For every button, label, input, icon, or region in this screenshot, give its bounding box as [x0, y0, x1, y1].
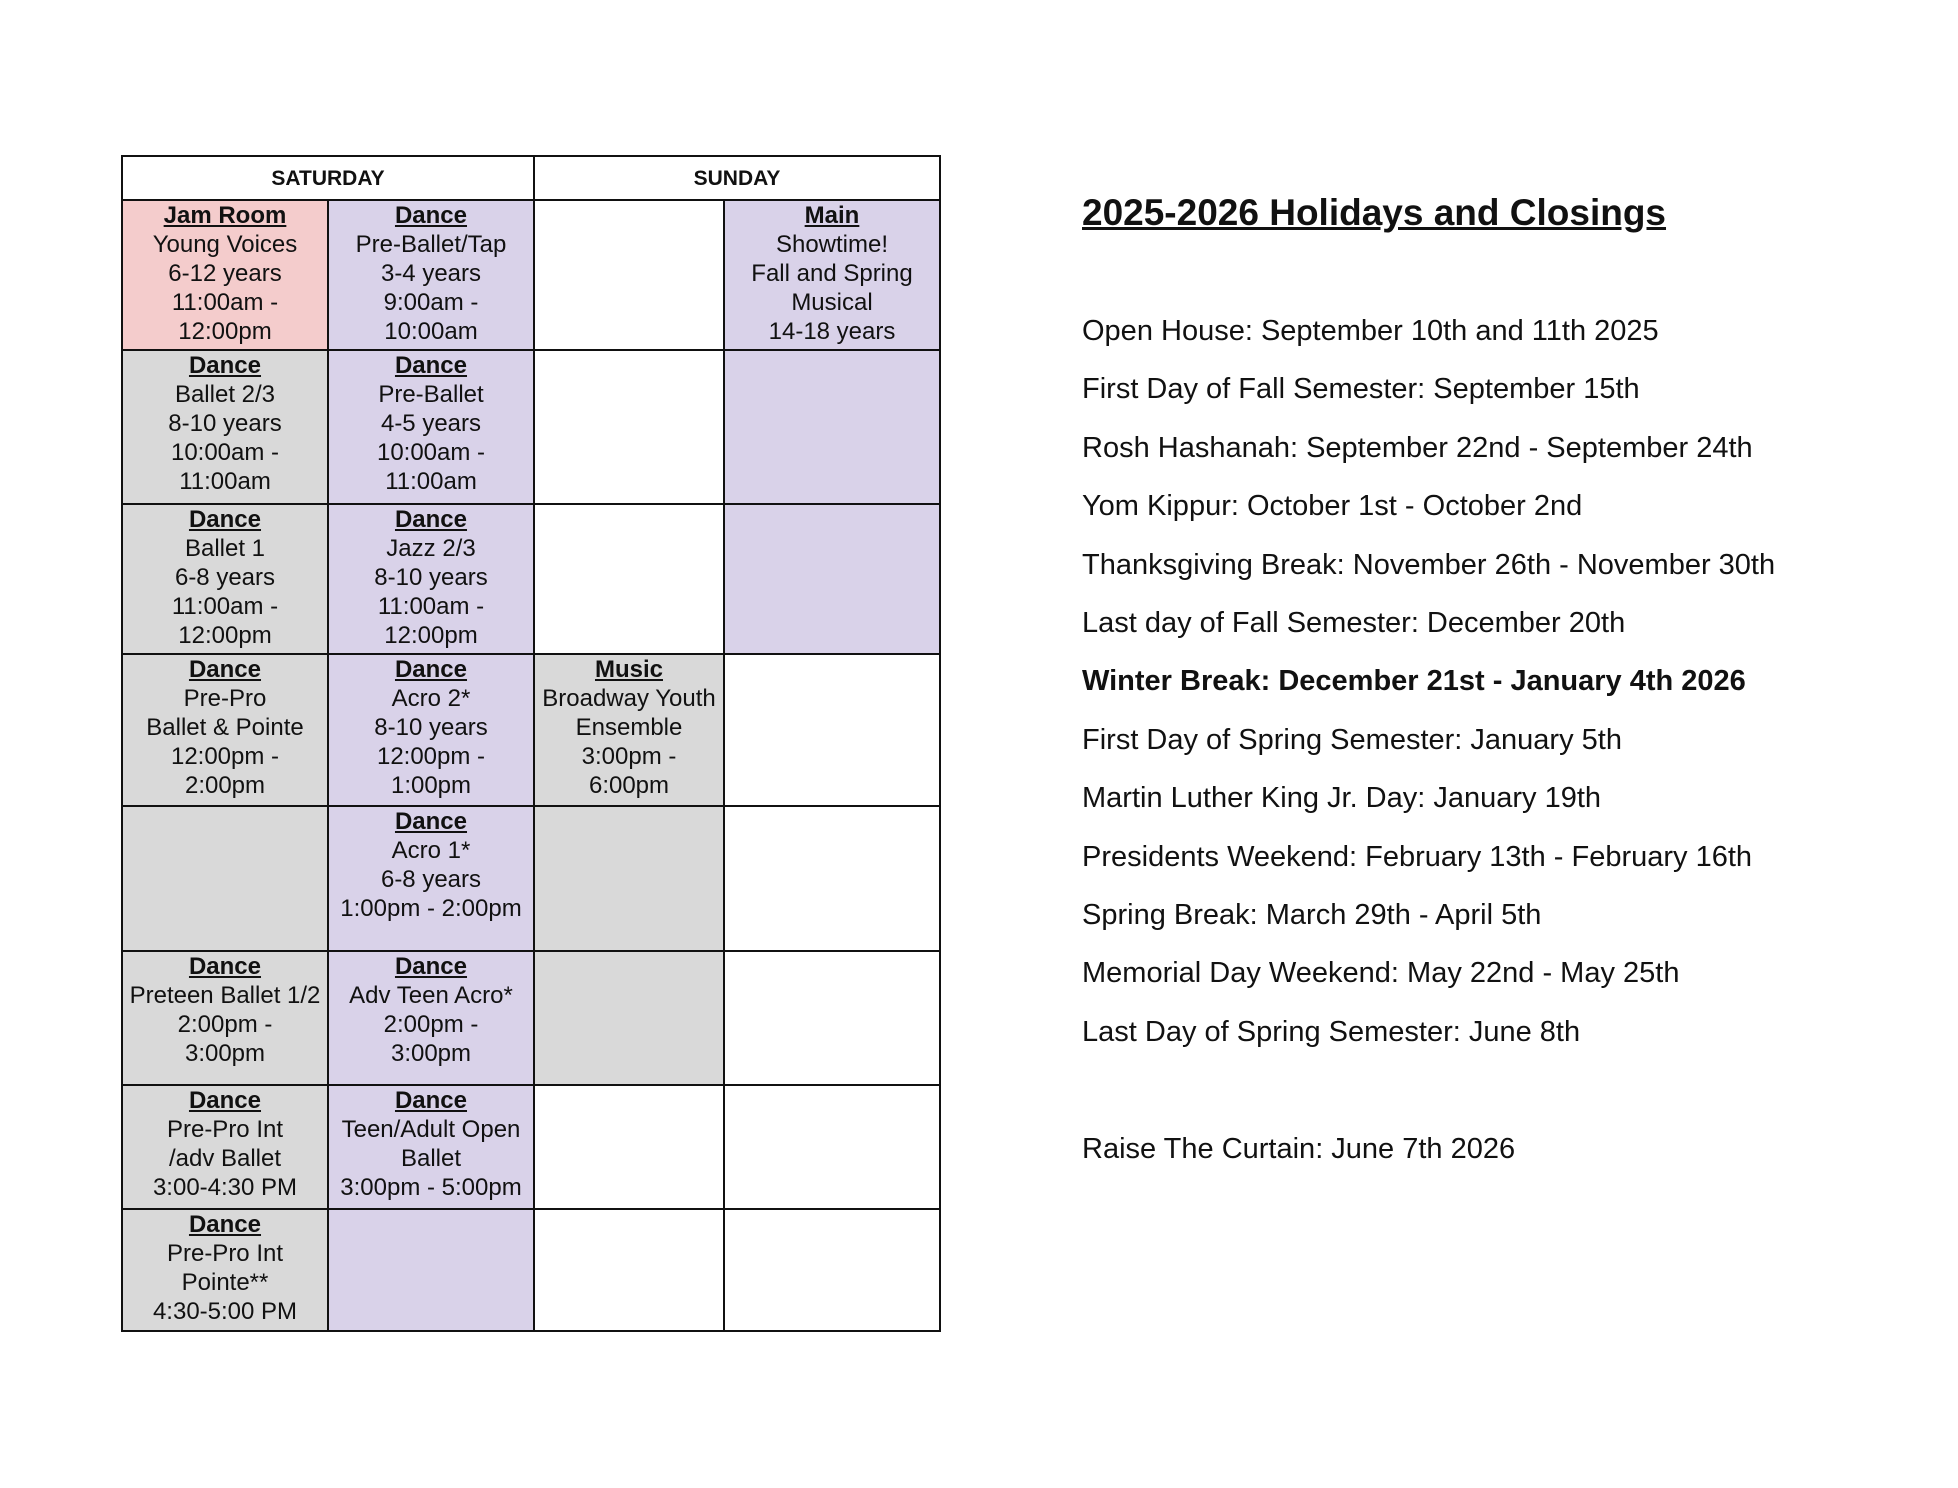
schedule-cell [122, 1085, 328, 1209]
schedule-cell [328, 504, 534, 654]
class-details: Young Voices 6-12 years 11:00am - 12:00pm [152, 231, 298, 345]
schedule-row [122, 806, 940, 951]
schedule-cell [122, 200, 328, 350]
class-category: Main [804, 202, 860, 229]
class-category: Jam Room [163, 202, 287, 229]
schedule-cell [724, 951, 940, 1085]
schedule-cell [328, 806, 534, 951]
class-details: Teen/Adult Open Ballet 3:00pm - 5:00pm [340, 1116, 522, 1201]
class-details: Adv Teen Acro* 2:00pm - 3:00pm [349, 982, 513, 1067]
holiday-item: Open House: September 10th and 11th 2025 [1082, 315, 1659, 347]
holiday-item: Spring Break: March 29th - April 5th [1082, 898, 1542, 931]
holiday-item: Presidents Weekend: February 13th - February 16th [1082, 840, 1753, 873]
class-category: Dance [188, 352, 262, 379]
class-details: Pre-Pro Int Pointe** 4:30-5:00 PM [152, 1240, 298, 1325]
class-details: Acro 1* 6-8 years 1:00pm - 2:00pm [340, 837, 522, 922]
schedule-cell [724, 654, 940, 806]
holiday-list [1082, 314, 1932, 1049]
schedule-cell [122, 806, 328, 951]
schedule-cell [724, 504, 940, 654]
holiday-item: Winter Break: December 21st - January 4th 2026 [1082, 665, 1746, 698]
schedule-cell [328, 1209, 534, 1331]
class-details: Preteen Ballet 1/2 2:00pm - 3:00pm [129, 982, 321, 1067]
class-category: Dance [394, 656, 468, 683]
schedule-cell [534, 1209, 724, 1331]
holiday-item: Martin Luther King Jr. Day: January 19th [1082, 782, 1602, 815]
schedule-cell [534, 350, 724, 504]
schedule-row [122, 1209, 940, 1331]
schedule-cell [122, 654, 328, 806]
schedule-cell [122, 1209, 328, 1331]
event-line: Raise The Curtain: June 7th 2026 [1082, 1132, 1516, 1165]
schedule-cell [534, 806, 724, 951]
schedule-cell [724, 1209, 940, 1331]
schedule-body [122, 200, 940, 1331]
class-category: Dance [188, 1211, 262, 1238]
schedule-cell [534, 951, 724, 1085]
class-category: Dance [394, 953, 468, 980]
holiday-item: Last Day of Spring Semester: June 8th [1082, 1015, 1581, 1048]
schedule-row [122, 951, 940, 1085]
holiday-item: Thanksgiving Break: November 26th - November 30th [1082, 548, 1776, 581]
class-category: Dance [188, 1087, 262, 1114]
class-schedule-table [121, 155, 941, 1332]
class-details: Pre-Ballet/Tap 3-4 years 9:00am - 10:00am [355, 231, 507, 345]
class-details: Pre-Ballet 4-5 years 10:00am - 11:00am [376, 381, 486, 495]
schedule-cell [534, 504, 724, 654]
saturday-header: SATURDAY [122, 156, 534, 200]
schedule-cell [724, 350, 940, 504]
schedule-cell [328, 350, 534, 504]
class-category: Dance [188, 953, 262, 980]
schedule-cell [724, 200, 940, 350]
schedule-row [122, 350, 940, 504]
class-category: Dance [188, 656, 262, 683]
class-details: Ballet 1 6-8 years 11:00am - 12:00pm [171, 535, 279, 649]
schedule-cell [534, 654, 724, 806]
schedule-cell [328, 951, 534, 1085]
holidays-title: 2025-2026 Holidays and Closings [1082, 192, 1667, 233]
schedule-cell [328, 200, 534, 350]
sunday-header: SUNDAY [534, 156, 940, 200]
class-category: Dance [394, 352, 468, 379]
class-category: Dance [394, 202, 468, 229]
class-category: Dance [394, 1087, 468, 1114]
schedule-row [122, 654, 940, 806]
schedule-cell [724, 1085, 940, 1209]
holidays-panel [1082, 190, 1932, 1166]
class-category: Dance [188, 506, 262, 533]
class-details: Pre-Pro Int /adv Ballet 3:00-4:30 PM [152, 1116, 298, 1201]
class-details: Showtime! Fall and Spring Musical 14-18 years [751, 231, 913, 345]
schedule-cell [724, 806, 940, 951]
class-details: Broadway Youth Ensemble 3:00pm - 6:00pm [542, 685, 716, 799]
schedule-row [122, 200, 940, 350]
schedule-row [122, 1085, 940, 1209]
class-details: Jazz 2/3 8-10 years 11:00am - 12:00pm [374, 535, 488, 649]
class-details: Pre-Pro Ballet & Pointe 12:00pm - 2:00pm [146, 685, 304, 799]
schedule-header-row [122, 156, 940, 200]
class-category: Music [594, 656, 663, 683]
schedule-row [122, 504, 940, 654]
class-details: Acro 2* 8-10 years 12:00pm - 1:00pm [374, 685, 488, 799]
holiday-item: Yom Kippur: October 1st - October 2nd [1082, 490, 1583, 523]
holiday-item: First Day of Fall Semester: September 15th [1082, 373, 1640, 406]
holiday-item: Last day of Fall Semester: December 20th [1082, 606, 1626, 639]
class-category: Dance [394, 808, 468, 835]
schedule-cell [328, 654, 534, 806]
schedule-cell [534, 1085, 724, 1209]
holiday-item: Memorial Day Weekend: May 22nd - May 25th [1082, 957, 1680, 990]
schedule-cell [122, 350, 328, 504]
schedule-cell [122, 504, 328, 654]
class-category: Dance [394, 506, 468, 533]
class-details: Ballet 2/3 8-10 years 10:00am - 11:00am [168, 381, 282, 495]
schedule-cell [328, 1085, 534, 1209]
holiday-item: First Day of Spring Semester: January 5th [1082, 723, 1622, 756]
holiday-item: Rosh Hashanah: September 22nd - September 24th [1082, 431, 1753, 464]
schedule-cell [122, 951, 328, 1085]
schedule-cell [534, 200, 724, 350]
